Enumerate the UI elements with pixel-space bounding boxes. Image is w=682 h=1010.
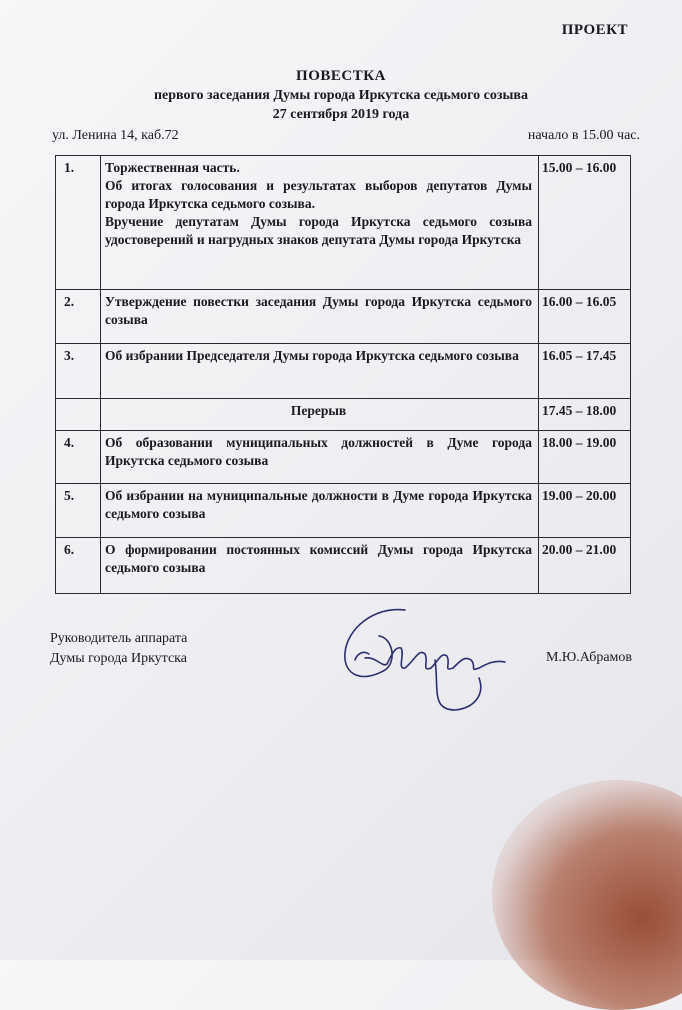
agenda-item-number: 5. [56, 484, 101, 538]
meeting-start-time: начало в 15.00 час. [527, 128, 640, 143]
agenda-item-time: 16.05 – 17.45 [539, 344, 631, 399]
agenda-row [56, 156, 631, 290]
agenda-item-line: Торжественная часть. [105, 160, 240, 175]
meeting-location: ул. Ленина 14, каб.72 [52, 128, 179, 143]
agenda-item-topic: Об образовании муниципальных должностей в Думе города Иркутска седьмого созыва [101, 431, 539, 484]
signer-name: М.Ю.Абрамов [545, 650, 632, 665]
signer-position [50, 629, 187, 669]
agenda-item-time: 20.00 – 21.00 [539, 538, 631, 594]
agenda-item-time: 16.00 – 16.05 [539, 290, 631, 344]
signer-position-line: Думы города Иркутска [50, 651, 187, 666]
agenda-item-time: 15.00 – 16.00 [539, 156, 631, 290]
agenda-item-line: Вручение депутатам Думы города Иркутска седьмого созыва удостоверений и нагрудных знаков депутата Думы города Иркутска [105, 214, 532, 247]
agenda-item-topic: О формировании постоянных комиссий Думы города Иркутска седьмого созыва [101, 538, 539, 594]
agenda-item-number [56, 399, 101, 431]
agenda-item-topic [101, 156, 539, 290]
agenda-table [55, 155, 631, 594]
agenda-item-topic: Об избрании Председателя Думы города Иркутска седьмого созыва [101, 344, 539, 399]
draft-stamp: ПРОЕКТ [561, 22, 628, 38]
agenda-break-label: Перерыв [101, 399, 539, 431]
finger-shadow [492, 780, 682, 1010]
agenda-item-topic: Утверждение повестки заседания Думы города Иркутска седьмого созыва [101, 290, 539, 344]
agenda-item-time: 19.00 – 20.00 [539, 484, 631, 538]
signer-position-line: Руководитель аппарата [50, 631, 188, 646]
agenda-item-number: 2. [56, 290, 101, 344]
agenda-item-number: 3. [56, 344, 101, 399]
document-title: ПОВЕСТКА [296, 68, 386, 84]
agenda-item-time: 18.00 – 19.00 [539, 431, 631, 484]
agenda-break-row [56, 399, 631, 431]
agenda-row [56, 538, 631, 594]
agenda-item-line: Об итогах голосования и результатах выборов депутатов Думы города Иркутска седьмого созыва. [105, 178, 532, 211]
meeting-date: 27 сентября 2019 года [272, 107, 410, 122]
agenda-item-number: 1. [56, 156, 101, 290]
agenda-item-number: 6. [56, 538, 101, 594]
meeting-meta [52, 128, 640, 144]
document-heading [0, 66, 682, 124]
agenda-row [56, 344, 631, 399]
agenda-row [56, 290, 631, 344]
agenda-item-topic: Об избрании на муниципальные должности в Думе города Иркутска седьмого созыва [101, 484, 539, 538]
agenda-item-time: 17.45 – 18.00 [539, 399, 631, 431]
agenda-item-number: 4. [56, 431, 101, 484]
agenda-row [56, 484, 631, 538]
document-subtitle: первого заседания Думы города Иркутска седьмого созыва [153, 88, 528, 103]
handwritten-signature [335, 598, 535, 723]
agenda-row [56, 431, 631, 484]
